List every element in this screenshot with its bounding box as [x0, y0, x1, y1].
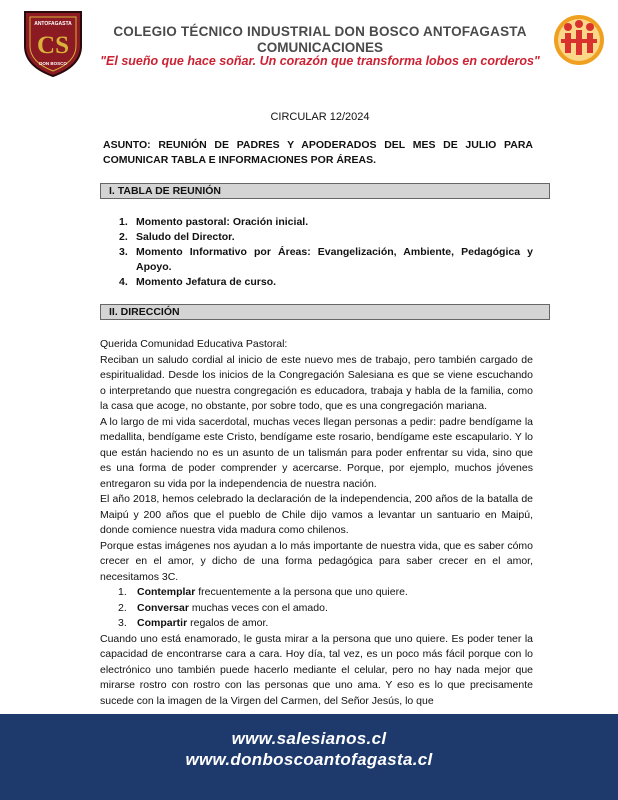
footer-banner [0, 714, 618, 800]
crest-top-text: ANTOFAGASTA [34, 21, 72, 27]
list-item: 1. Contemplar frecuentemente a la persona que uno quiere. [118, 586, 408, 598]
list-item: 3. Compartir regalos de amor. [118, 617, 269, 629]
paragraph: El año 2018, hemos celebrado la declaración de la independencia, 200 años de la batalla de Maipú y 200 años que el pueblo de Chile dijo vamos a levantar un santuario en Maipú, donde comience nuestra vida madura como chilenos. [100, 493, 533, 536]
paragraph: A lo largo de mi vida sacerdotal, muchas veces llegan personas a pedir: padre bendígame la medallita, bendígame este Cristo, bendígame este rosario, bendígame este escapulario. Y lo que están haciendo no es un asunto de un talismán para poder enfrentar su vida, sino que es una forma de poder comprender y acercarse. Porque, por ejemplo, muchos jóvenes entregaron su vida por la independencia de nuestra nación. [100, 415, 533, 490]
school-motto: "El sueño que hace soñar. Un corazón que transforma lobos en corderos" [100, 54, 540, 68]
school-name: COLEGIO TÉCNICO INDUSTRIAL DON BOSCO ANTOFAGASTA [113, 24, 527, 39]
direccion-body [100, 337, 533, 709]
circular-title: CIRCULAR 12/2024 [270, 111, 370, 123]
agenda-item: 2. Saludo del Director. [119, 231, 235, 243]
agenda-item: 3. Momento Informativo por Áreas: Evangelización, Ambiente, Pedagógica y Apoyo. [119, 246, 533, 273]
school-crest-logo [22, 8, 84, 78]
list-item: 2. Conversar muchas veces con el amado. [118, 601, 328, 614]
crest-bottom-text: DON BOSCO [39, 61, 67, 66]
section-heading-tabla: I. TABLA DE REUNIÓN [100, 183, 550, 199]
paragraph: Reciban un saludo cordial al inicio de este nuevo mes de trabajo, pero también cargado de espiritualidad. Desde los inicios de la Congregación Salesiana es que se viene escuchando o interpretando que nuestra congregación es educadora, trabaja y habla de la familia, como la casa que acoge, no obstante, por sobre todo, que es una congregación mariana. [100, 353, 533, 412]
three-c-list [100, 585, 533, 632]
meeting-agenda-list [103, 215, 533, 290]
department-name: COMUNICACIONES [256, 40, 383, 55]
section-heading-direccion: II. DIRECCIÓN [100, 304, 550, 320]
paragraph: Porque estas imágenes nos ayudan a lo más importante de nuestra vida, que es saber cómo crecer en el amor, y dicho de una forma pedagógica para saber crecer en el amor, necesitamos 3C. [100, 539, 533, 583]
paragraph: Cuando uno está enamorado, le gusta mirar a la persona que uno quiere. Es poder tener la capacidad de encontrarse cara a cara. Hoy día, tal vez, es un poco más fácil porque con lo electrónico uno también puede hacerlo mediante el celular, pero no hay nada mejor que mirarse rostro con rostro con las personas que uno ama. Y eso es lo que precisamente sucede con la imagen de la Virgen del Carmen, del Señor Jesús, lo que [100, 632, 533, 707]
footer-link-donbosco[interactable]: www.donboscoantofagasta.cl [185, 750, 433, 769]
circular-subject: ASUNTO: REUNIÓN DE PADRES Y APODERADOS DEL MES DE JULIO PARA COMUNICAR TABLA E INFORMACIONES POR ÁREAS. [103, 139, 533, 166]
crest-monogram: CS [37, 32, 69, 59]
greeting: Querida Comunidad Educativa Pastoral: [100, 338, 288, 350]
salesian-family-logo [552, 13, 606, 67]
agenda-item: 1. Momento pastoral: Oración inicial. [119, 216, 309, 228]
footer-link-salesianos[interactable]: www.salesianos.cl [231, 729, 387, 748]
agenda-item: 4. Momento Jefatura de curso. [119, 276, 277, 288]
